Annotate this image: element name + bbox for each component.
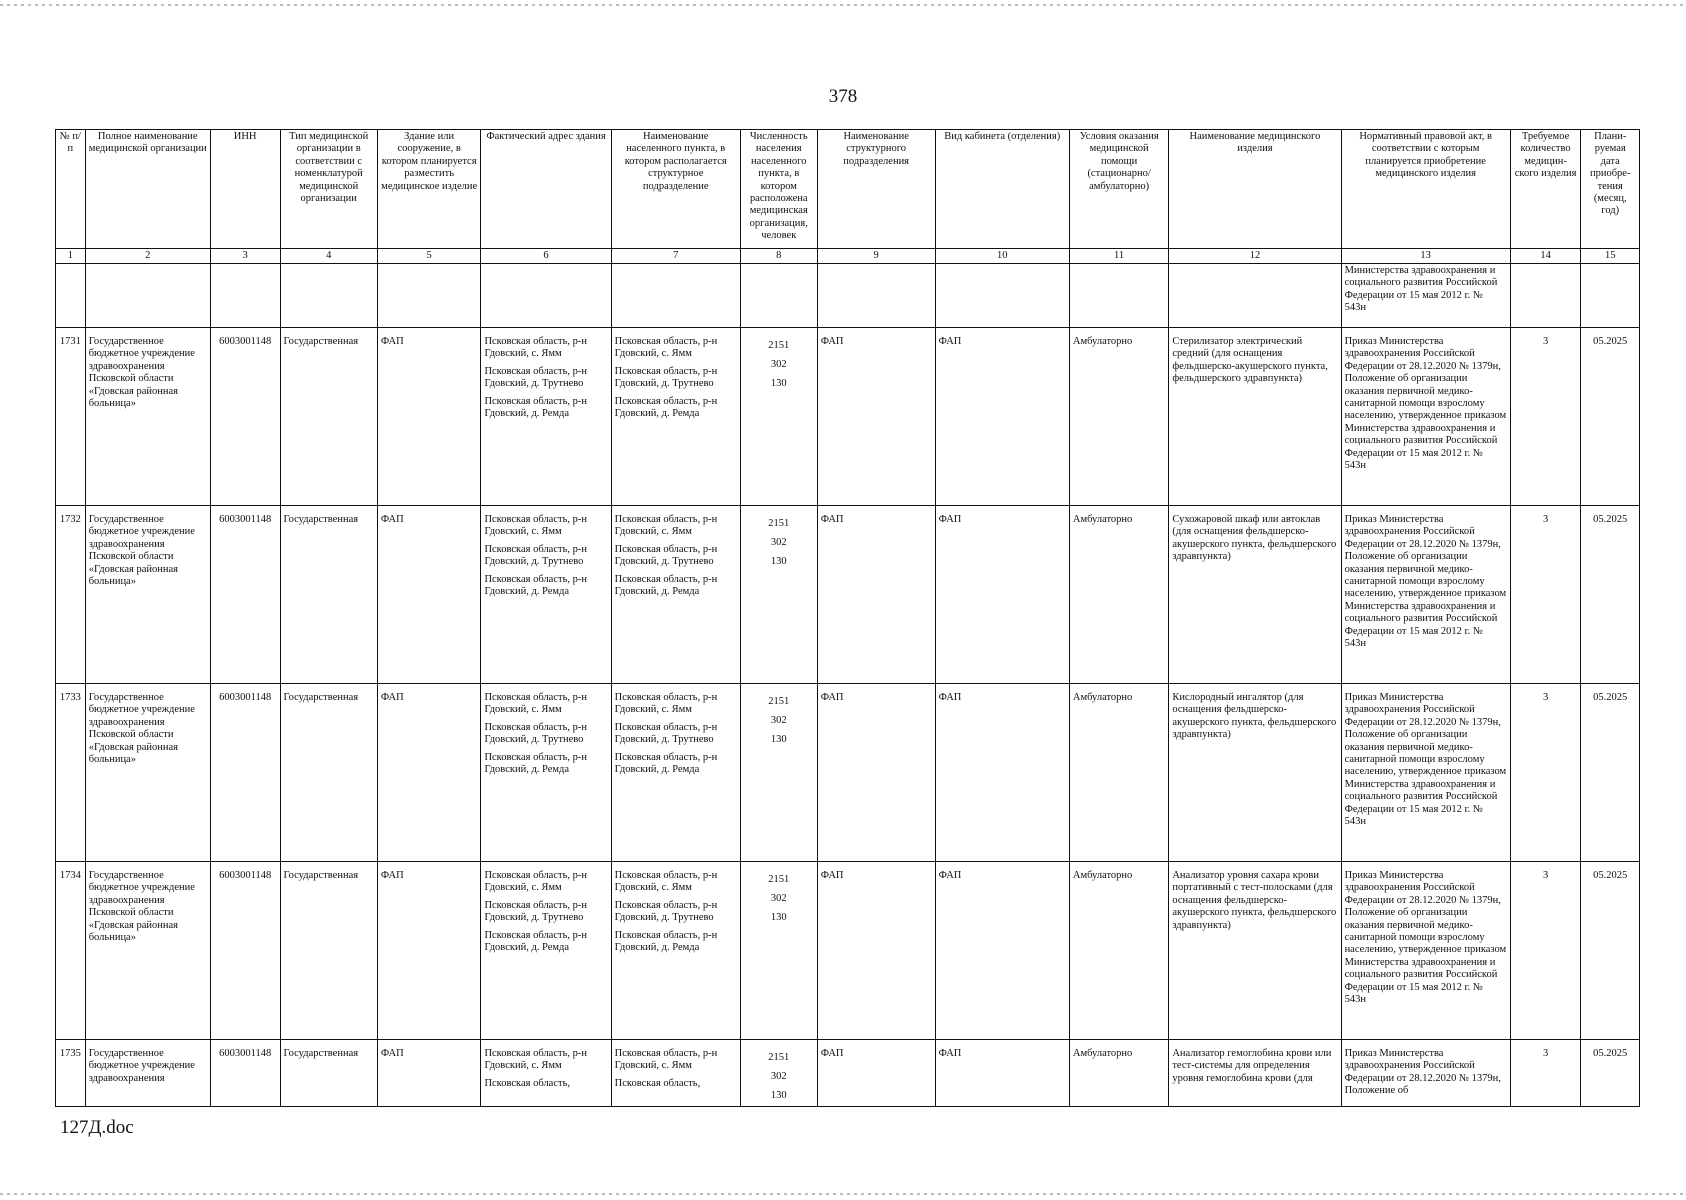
column-number-14: 14 bbox=[1510, 249, 1581, 264]
structural-unit: ФАП bbox=[817, 684, 935, 862]
org-name: Государственное бюджетное учреждение здравоохранения Псковской области «Гдовская районная больница» bbox=[85, 506, 210, 684]
row-number: 1733 bbox=[56, 684, 86, 862]
org-type: Государственная bbox=[280, 1040, 377, 1107]
population-line: 2151 bbox=[768, 518, 790, 529]
address-line: Псковская область, р-н Гдовский, с. Ямм bbox=[484, 870, 587, 894]
population-line: 130 bbox=[770, 1090, 787, 1101]
building: ФАП bbox=[377, 328, 481, 506]
column-number-7: 7 bbox=[611, 249, 740, 264]
settlement-line: Псковская область, bbox=[614, 1077, 701, 1089]
population-line: 302 bbox=[770, 893, 787, 904]
cabinet-type: ФАП bbox=[935, 1040, 1069, 1107]
population-line: 2151 bbox=[768, 874, 790, 885]
org-type: Государственная bbox=[280, 506, 377, 684]
column-header-15: Плани-руемая дата приобре-тения (месяц, год) bbox=[1581, 130, 1640, 249]
org-type: Государственная bbox=[280, 328, 377, 506]
column-number-1: 1 bbox=[56, 249, 86, 264]
column-header-1: № п/п bbox=[56, 130, 86, 249]
device-name: Анализатор гемоглобина крови или тест-системы для определения уровня гемоглобина крови (для bbox=[1169, 1040, 1341, 1107]
address-line: Псковская область, р-н Гдовский, д. Трутнево bbox=[484, 365, 587, 390]
org-name: Государственное бюджетное учреждение здравоохранения bbox=[85, 1040, 210, 1107]
quantity: 3 bbox=[1510, 506, 1581, 684]
scan-edge-bottom bbox=[0, 1193, 1686, 1195]
settlement-line: Псковская область, р-н Гдовский, д. Ремда bbox=[614, 573, 718, 598]
population-line: 130 bbox=[770, 378, 787, 389]
org-name: Государственное бюджетное учреждение здравоохранения Псковской области «Гдовская районная больница» bbox=[85, 328, 210, 506]
structural-unit: ФАП bbox=[817, 1040, 935, 1107]
address-line: Псковская область, р-н Гдовский, с. Ямм bbox=[484, 336, 587, 360]
org-name: Государственное бюджетное учреждение здравоохранения Псковской области «Гдовская районная больница» bbox=[85, 862, 210, 1040]
settlement-line: Псковская область, р-н Гдовский, с. Ямм bbox=[614, 692, 718, 716]
population bbox=[740, 1040, 817, 1107]
column-header-9: Наименование структурного подразделения bbox=[817, 130, 935, 249]
population bbox=[740, 328, 817, 506]
address-line: Псковская область, р-н Гдовский, д. Ремда bbox=[484, 929, 587, 954]
address-line: Псковская область, р-н Гдовский, с. Ямм bbox=[484, 692, 587, 716]
care-conditions: Амбулаторно bbox=[1069, 506, 1168, 684]
column-number-row bbox=[56, 249, 1640, 264]
population-line: 2151 bbox=[768, 340, 790, 351]
column-header-2: Полное наименование медицинской организации bbox=[85, 130, 210, 249]
population bbox=[740, 862, 817, 1040]
column-header-7: Наименование населенного пункта, в котором располагается структурное подразделение bbox=[611, 130, 740, 249]
column-header-8: Численность населения населенного пункта, в котором расположена медицинская организация, человек bbox=[740, 130, 817, 249]
address-line: Псковская область, р-н Гдовский, д. Трутнево bbox=[484, 543, 587, 568]
settlement-line: Псковская область, р-н Гдовский, с. Ямм bbox=[614, 336, 718, 360]
building: ФАП bbox=[377, 506, 481, 684]
population-line: 2151 bbox=[768, 1052, 790, 1063]
inn: 6003001148 bbox=[210, 684, 280, 862]
device-name: Кислородный ингалятор (для оснащения фельдшерско-акушерского пункта, фельдшерского здравпункта) bbox=[1169, 684, 1341, 862]
address bbox=[481, 506, 611, 684]
table-row bbox=[56, 1040, 1640, 1107]
equipment-table bbox=[55, 129, 1640, 1107]
settlement bbox=[611, 684, 740, 862]
settlement-line: Псковская область, р-н Гдовский, д. Трутнево bbox=[614, 543, 718, 568]
legal-act: Приказ Министерства здравоохранения Российской Федерации от 28.12.2020 № 1379н, Положение об организации оказания первичной медико-санитарной помощи взрослому населению, утвержденное приказом Министерства здравоохранения и социального развития Российской Федерации от 15 мая 2012 г. № 543н bbox=[1341, 328, 1510, 506]
structural-unit: ФАП bbox=[817, 328, 935, 506]
structural-unit: ФАП bbox=[817, 506, 935, 684]
settlement-line: Псковская область, р-н Гдовский, д. Трутнево bbox=[614, 721, 718, 746]
column-header-6: Фактический адрес здания bbox=[481, 130, 611, 249]
population-line: 302 bbox=[770, 1071, 787, 1082]
column-number-3: 3 bbox=[210, 249, 280, 264]
settlement-line: Псковская область, р-н Гдовский, д. Ремда bbox=[614, 929, 718, 954]
address bbox=[481, 862, 611, 1040]
column-number-10: 10 bbox=[935, 249, 1069, 264]
cabinet-type: ФАП bbox=[935, 684, 1069, 862]
column-number-11: 11 bbox=[1069, 249, 1168, 264]
address bbox=[481, 684, 611, 862]
column-header-5: Здание или сооружение, в котором планируется разместить медицинское изделие bbox=[377, 130, 481, 249]
planned-date: 05.2025 bbox=[1581, 862, 1640, 1040]
column-number-4: 4 bbox=[280, 249, 377, 264]
building: ФАП bbox=[377, 684, 481, 862]
page-number: 378 bbox=[828, 86, 858, 107]
carry-over-act: Министерства здравоохранения и социального развития Российской Федерации от 15 мая 2012 г. № 543н bbox=[1341, 264, 1510, 328]
column-header-11: Условия оказания медицинской помощи (стационарно/ амбулаторно) bbox=[1069, 130, 1168, 249]
table-row bbox=[56, 506, 1640, 684]
org-type: Государственная bbox=[280, 862, 377, 1040]
column-number-13: 13 bbox=[1341, 249, 1510, 264]
population bbox=[740, 684, 817, 862]
column-number-5: 5 bbox=[377, 249, 481, 264]
address bbox=[481, 328, 611, 506]
planned-date: 05.2025 bbox=[1581, 684, 1640, 862]
address-line: Псковская область, р-н Гдовский, с. Ямм bbox=[484, 1048, 587, 1072]
address-line: Псковская область, р-н Гдовский, д. Ремда bbox=[484, 573, 587, 598]
header-row bbox=[56, 130, 1640, 249]
settlement bbox=[611, 506, 740, 684]
population bbox=[740, 506, 817, 684]
scan-edge-top bbox=[0, 4, 1686, 6]
settlement bbox=[611, 328, 740, 506]
building: ФАП bbox=[377, 1040, 481, 1107]
inn: 6003001148 bbox=[210, 862, 280, 1040]
planned-date: 05.2025 bbox=[1581, 328, 1640, 506]
settlement bbox=[611, 862, 740, 1040]
column-number-9: 9 bbox=[817, 249, 935, 264]
settlement-line: Псковская область, р-н Гдовский, д. Ремда bbox=[614, 395, 718, 420]
inn: 6003001148 bbox=[210, 506, 280, 684]
column-number-2: 2 bbox=[85, 249, 210, 264]
inn: 6003001148 bbox=[210, 328, 280, 506]
row-number: 1735 bbox=[56, 1040, 86, 1107]
device-name: Сухожаровой шкаф или автоклав (для оснащения фельдшерско-акушерского пункта, фельдшерского здравпункта) bbox=[1169, 506, 1341, 684]
legal-act: Приказ Министерства здравоохранения Российской Федерации от 28.12.2020 № 1379н, Положение об организации оказания первичной медико-санитарной помощи взрослому населению, утвержденное приказом Министерства здравоохранения и социального развития Российской Федерации от 15 мая 2012 г. № 543н bbox=[1341, 684, 1510, 862]
address-line: Псковская область, bbox=[484, 1077, 571, 1089]
legal-act: Приказ Министерства здравоохранения Российской Федерации от 28.12.2020 № 1379н, Положение об организации оказания первичной медико-санитарной помощи взрослому населению, утвержденное приказом Министерства здравоохранения и социального развития Российской Федерации от 15 мая 2012 г. № 543н bbox=[1341, 862, 1510, 1040]
org-type: Государственная bbox=[280, 684, 377, 862]
address-line: Псковская область, р-н Гдовский, с. Ямм bbox=[484, 514, 587, 538]
table-row bbox=[56, 684, 1640, 862]
settlement-line: Псковская область, р-н Гдовский, д. Трутнево bbox=[614, 365, 718, 390]
quantity: 3 bbox=[1510, 862, 1581, 1040]
population-line: 302 bbox=[770, 359, 787, 370]
settlement-line: Псковская область, р-н Гдовский, д. Трутнево bbox=[614, 899, 718, 924]
column-header-3: ИНН bbox=[210, 130, 280, 249]
address-line: Псковская область, р-н Гдовский, д. Трутнево bbox=[484, 899, 587, 924]
column-number-8: 8 bbox=[740, 249, 817, 264]
address-line: Псковская область, р-н Гдовский, д. Ремда bbox=[484, 751, 587, 776]
address-line: Псковская область, р-н Гдовский, д. Ремда bbox=[484, 395, 587, 420]
table-row bbox=[56, 328, 1640, 506]
cabinet-type: ФАП bbox=[935, 862, 1069, 1040]
device-name: Стерилизатор электрический средний (для оснащения фельдшерско-акушерского пункта, фельдшерского здравпункта) bbox=[1169, 328, 1341, 506]
inn: 6003001148 bbox=[210, 1040, 280, 1107]
settlement bbox=[611, 1040, 740, 1107]
population-line: 2151 bbox=[768, 696, 790, 707]
planned-date: 05.2025 bbox=[1581, 506, 1640, 684]
footer-filename: 127Д.doc bbox=[60, 1117, 134, 1138]
quantity: 3 bbox=[1510, 684, 1581, 862]
population-line: 130 bbox=[770, 556, 787, 567]
address bbox=[481, 1040, 611, 1107]
column-header-12: Наименование медицинского изделия bbox=[1169, 130, 1341, 249]
column-header-13: Нормативный правовой акт, в соответствии с которым планируется приобретение медицинского изделия bbox=[1341, 130, 1510, 249]
cabinet-type: ФАП bbox=[935, 506, 1069, 684]
settlement-line: Псковская область, р-н Гдовский, с. Ямм bbox=[614, 514, 718, 538]
row-number: 1731 bbox=[56, 328, 86, 506]
care-conditions: Амбулаторно bbox=[1069, 1040, 1168, 1107]
population-line: 302 bbox=[770, 537, 787, 548]
column-number-12: 12 bbox=[1169, 249, 1341, 264]
structural-unit: ФАП bbox=[817, 862, 935, 1040]
population-line: 130 bbox=[770, 912, 787, 923]
legal-act: Приказ Министерства здравоохранения Российской Федерации от 28.12.2020 № 1379н, Положение об bbox=[1341, 1040, 1510, 1107]
quantity: 3 bbox=[1510, 328, 1581, 506]
population-line: 130 bbox=[770, 734, 787, 745]
column-number-15: 15 bbox=[1581, 249, 1640, 264]
column-number-6: 6 bbox=[481, 249, 611, 264]
settlement-line: Псковская область, р-н Гдовский, д. Ремда bbox=[614, 751, 718, 776]
planned-date: 05.2025 bbox=[1581, 1040, 1640, 1107]
building: ФАП bbox=[377, 862, 481, 1040]
row-number: 1734 bbox=[56, 862, 86, 1040]
column-header-4: Тип медицинской организации в соответствии с номенклатурой медицинской организации bbox=[280, 130, 377, 249]
settlement-line: Псковская область, р-н Гдовский, с. Ямм bbox=[614, 870, 718, 894]
address-line: Псковская область, р-н Гдовский, д. Трутнево bbox=[484, 721, 587, 746]
row-number: 1732 bbox=[56, 506, 86, 684]
population-line: 302 bbox=[770, 715, 787, 726]
carry-over-row bbox=[56, 264, 1640, 328]
quantity: 3 bbox=[1510, 1040, 1581, 1107]
device-name: Анализатор уровня сахара крови портативный с тест-полосками (для оснащения фельдшерско-акушерского пункта, фельдшерского здравпункта) bbox=[1169, 862, 1341, 1040]
table-row bbox=[56, 862, 1640, 1040]
cabinet-type: ФАП bbox=[935, 328, 1069, 506]
legal-act: Приказ Министерства здравоохранения Российской Федерации от 28.12.2020 № 1379н, Положение об организации оказания первичной медико-санитарной помощи взрослому населению, утвержденное приказом Министерства здравоохранения и социального развития Российской Федерации от 15 мая 2012 г. № 543н bbox=[1341, 506, 1510, 684]
care-conditions: Амбулаторно bbox=[1069, 862, 1168, 1040]
care-conditions: Амбулаторно bbox=[1069, 684, 1168, 862]
settlement-line: Псковская область, р-н Гдовский, с. Ямм bbox=[614, 1048, 718, 1072]
column-header-14: Требуемое количество медицин-ского изделия bbox=[1510, 130, 1581, 249]
care-conditions: Амбулаторно bbox=[1069, 328, 1168, 506]
column-header-10: Вид кабинета (отделения) bbox=[935, 130, 1069, 249]
org-name: Государственное бюджетное учреждение здравоохранения Псковской области «Гдовская районная больница» bbox=[85, 684, 210, 862]
